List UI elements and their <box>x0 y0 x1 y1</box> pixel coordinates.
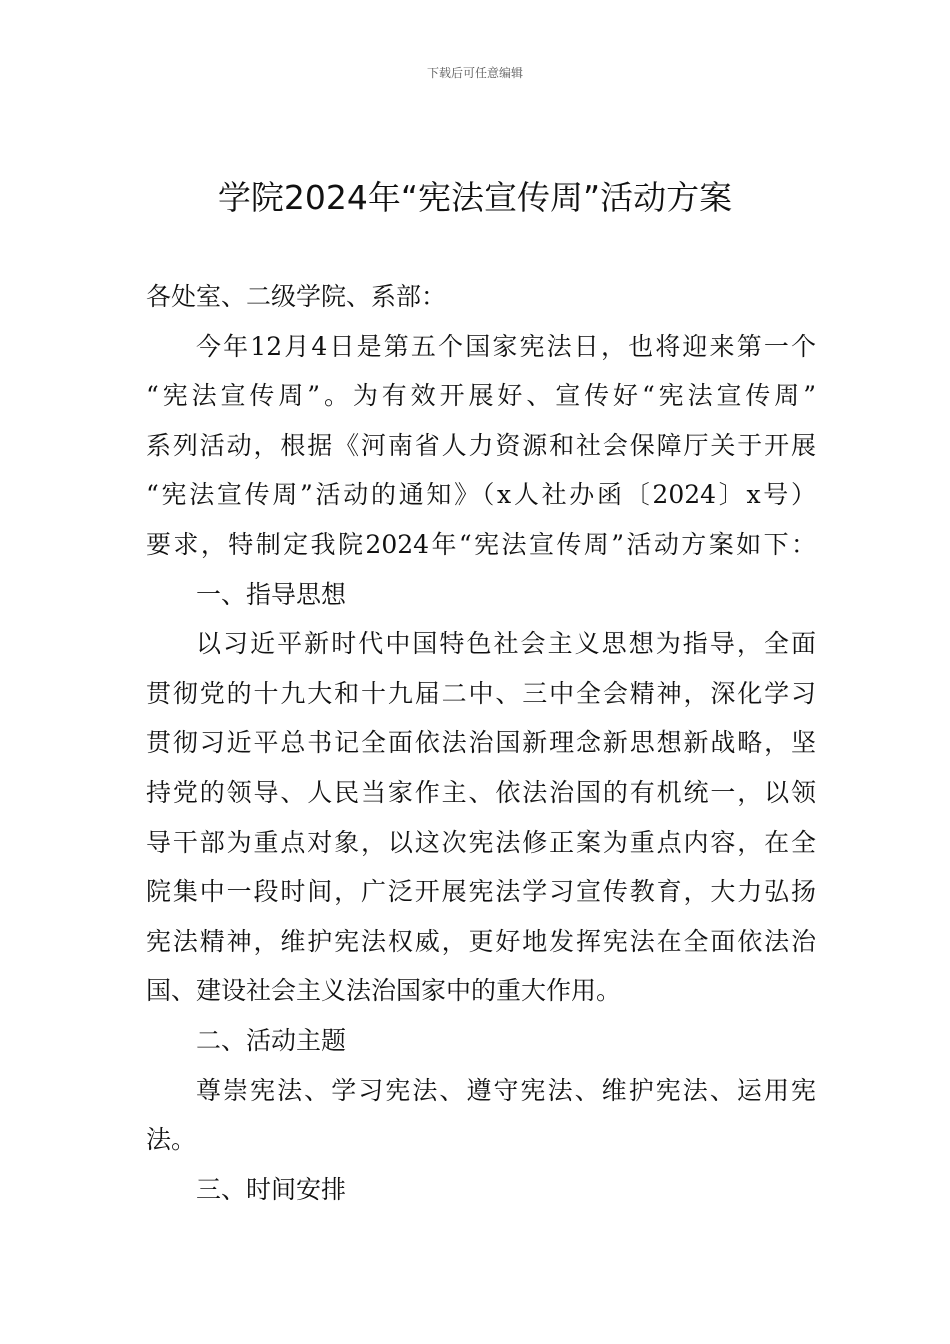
section-heading: 三、时间安排 <box>196 1174 347 1204</box>
header-note: 下载后可任意编辑 <box>426 66 523 80</box>
body-line: 法。 <box>146 1125 197 1155</box>
body-line: “宪法宣传周”。为有效开展好、宣传好“宪法宣传周” <box>146 381 816 411</box>
body-line: “宪法宣传周”活动的通知》（x人社办函〔2024〕x号） <box>146 480 816 510</box>
body-line: 各处室、二级学院、系部： <box>146 282 447 311</box>
body-line: 今年12月4日是第五个国家宪法日，也将迎来第一个 <box>196 331 816 361</box>
body-line: 贯彻习近平总书记全面依法治国新理念新思想新战略，坚 <box>146 728 816 758</box>
body-line: 宪法精神，维护宪法权威，更好地发挥宪法在全面依法治 <box>146 926 816 956</box>
body-line: 贯彻党的十九大和十九届二中、三中全会精神，深化学习 <box>146 678 816 708</box>
body-line: 要求，特制定我院2024年“宪法宣传周”活动方案如下： <box>146 529 816 559</box>
section-heading: 一、指导思想 <box>196 579 347 609</box>
body-line: 国、建设社会主义法治国家中的重大作用。 <box>146 976 622 1006</box>
body-line: 导干部为重点对象，以这次宪法修正案为重点内容，在全 <box>146 827 816 857</box>
document-body <box>146 272 816 1214</box>
body-line: 院集中一段时间，广泛开展宪法学习宣传教育，大力弘扬 <box>146 877 816 907</box>
body-line: 以习近平新时代中国特色社会主义思想为指导，全面 <box>196 629 816 659</box>
section-heading: 二、活动主题 <box>196 1025 347 1055</box>
document-title: 学院2024年“宪法宣传周”活动方案 <box>217 178 733 217</box>
body-line: 尊崇宪法、学习宪法、遵守宪法、维护宪法、运用宪 <box>196 1075 816 1105</box>
body-line: 持党的领导、人民当家作主、依法治国的有机统一，以领 <box>146 777 816 807</box>
body-line: 系列活动，根据《河南省人力资源和社会保障厅关于开展 <box>146 430 816 460</box>
